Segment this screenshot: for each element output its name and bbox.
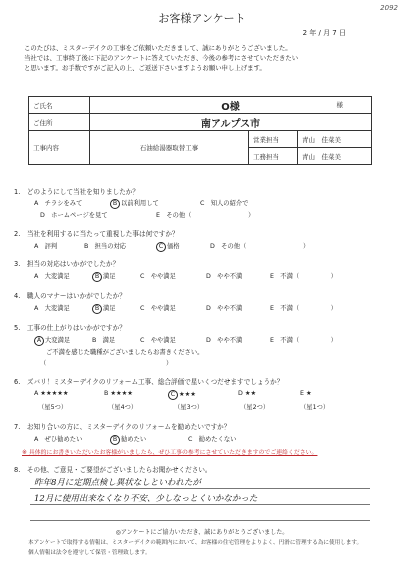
work-value: 石油給湯器取替工事 bbox=[90, 131, 249, 165]
q5-option-c[interactable]: C やや満足 bbox=[140, 337, 176, 344]
crew-label: 工務担当 bbox=[249, 148, 298, 165]
q6-option-a[interactable]: A ★★★★★ bbox=[34, 390, 69, 397]
q6-stars-d: （星2つ） bbox=[240, 404, 270, 411]
q7-option-c[interactable]: C 勧めたくない bbox=[188, 436, 237, 443]
q2-option-b[interactable]: B 担当の対応 bbox=[84, 243, 127, 250]
survey-date: 2 年 / 月 7 日 bbox=[302, 29, 346, 37]
name-suffix: 様 bbox=[336, 101, 343, 109]
address-value: 南アルプス市 bbox=[90, 114, 372, 131]
answer-line-1 bbox=[30, 488, 370, 489]
q3-option-a[interactable]: A 大変満足 bbox=[34, 273, 70, 280]
footer-thanks: ◎アンケートにご協力いただき、誠にありがとうございました。 bbox=[115, 529, 289, 536]
q6-option-c[interactable]: C ★★★ bbox=[168, 390, 196, 400]
crew-value: 青山 佳菜美 bbox=[298, 148, 372, 165]
q6-stars-e: （星1つ） bbox=[300, 404, 330, 411]
intro-line-2: 当社では、工事終了後に下記のアンケートに答えていただき、今後の参考にさせていただきたい bbox=[24, 54, 299, 62]
q4-text: 4. 職人のマナーはいかがでしたか？ bbox=[14, 292, 126, 300]
q7-notice: ※ 具体的にお書きいただいたお客様がいましたら、ぜひ工事の参考にさせていただきますのでご連絡ください。 bbox=[22, 450, 318, 456]
q1-option-a[interactable]: A チラシをみて bbox=[34, 200, 83, 207]
intro-line-3: と思います。お手数ですがご記入の上、ご返送下さいますようお願い申し上げます。 bbox=[24, 64, 266, 72]
sales-label: 営業担当 bbox=[249, 131, 298, 148]
q7-option-b[interactable]: B 勧めたい bbox=[110, 434, 146, 445]
page-title: お客様アンケート bbox=[158, 12, 246, 25]
handwritten-comment-2[interactable]: 12月に使用出来なくなり不安、少しなっとくいかなかった bbox=[34, 494, 258, 504]
q2-option-d[interactable]: D その他（ ） bbox=[210, 243, 310, 250]
q4-option-c[interactable]: C やや満足 bbox=[140, 305, 176, 312]
q5-option-b[interactable]: B 満足 bbox=[92, 337, 116, 344]
q7-text: 7. お知り合いの方に、ミスターデイクのリフォームを勧めたいですか？ bbox=[14, 423, 231, 431]
q1-text: 1. どのようにして当社を知りましたか？ bbox=[14, 188, 139, 196]
q4-option-a[interactable]: A 大変満足 bbox=[34, 305, 70, 312]
q6-stars-a: （星5つ） bbox=[38, 404, 68, 411]
q8-text: 8. その他、ご意見・ご要望がございましたらお聞かせください。 bbox=[14, 466, 212, 474]
footer-note-2: 個人情報は法令を遵守して保管・管理致します。 bbox=[28, 550, 151, 556]
q5-text: 5. 工事の仕上がりはいかがですか？ bbox=[14, 324, 126, 332]
q6-stars-c: （星3つ） bbox=[174, 404, 204, 411]
q3-option-b[interactable]: B 満足 bbox=[92, 271, 116, 282]
q7-option-a[interactable]: A ぜひ勧めたい bbox=[34, 436, 83, 443]
q1-option-b[interactable]: B 以前利用して bbox=[110, 198, 159, 209]
q3-text: 3. 担当の対応はいかがでしたか？ bbox=[14, 260, 120, 268]
scan-number: 2092 bbox=[380, 4, 398, 12]
q2-option-c[interactable]: C 価格 bbox=[156, 241, 180, 252]
name-value: O様 bbox=[221, 101, 240, 113]
address-label: ご住所 bbox=[29, 114, 90, 131]
q5-option-d[interactable]: D やや不満 bbox=[206, 337, 243, 344]
q6-stars-b: （星4つ） bbox=[108, 404, 138, 411]
customer-info-table bbox=[28, 96, 372, 165]
q1-option-e[interactable]: E その他（ ） bbox=[156, 212, 255, 219]
q3-option-e[interactable]: E 不満（ ） bbox=[270, 273, 337, 280]
q4-option-e[interactable]: E 不満（ ） bbox=[270, 305, 337, 312]
q6-text: 6. ズバリ！ミスターデイクのリフォーム工事、総合評価で星いくつだせますでしょうか？ bbox=[14, 378, 284, 386]
q5-note-field[interactable]: （ ） bbox=[40, 360, 173, 367]
q1-option-d[interactable]: D ホームページを見て bbox=[40, 212, 108, 219]
name-label: ご氏名 bbox=[29, 97, 90, 114]
q6-option-e[interactable]: E ★ bbox=[300, 390, 312, 397]
q3-option-c[interactable]: C やや満足 bbox=[140, 273, 176, 280]
handwritten-comment-1[interactable]: 昨年8月に定期点検し異状なしといわれたが bbox=[34, 478, 201, 488]
q2-text: 2. 当社を利用するに当たって重視した事は何ですか？ bbox=[14, 230, 179, 238]
name-cell bbox=[90, 97, 372, 114]
intro-line-1: このたびは、ミスターデイクの工事をご依頼いただきまして、誠にありがとうございました。 bbox=[24, 44, 292, 52]
answer-line-2 bbox=[30, 504, 370, 505]
q6-option-b[interactable]: B ★★★★ bbox=[104, 390, 133, 397]
q2-option-a[interactable]: A 評判 bbox=[34, 243, 58, 250]
q4-option-d[interactable]: D やや不満 bbox=[206, 305, 243, 312]
q4-option-b[interactable]: B 満足 bbox=[92, 303, 116, 314]
q5-option-e[interactable]: E 不満（ ） bbox=[270, 337, 337, 344]
q3-option-d[interactable]: D やや不満 bbox=[206, 273, 243, 280]
work-label: 工事内容 bbox=[29, 131, 90, 165]
sales-value: 青山 佳菜美 bbox=[298, 131, 372, 148]
q5-note: ご不満を感じた職種がございましたらお書きください。 bbox=[46, 349, 204, 356]
q1-option-c[interactable]: C 知人の紹介で bbox=[200, 200, 249, 207]
q6-option-d[interactable]: D ★★ bbox=[238, 390, 257, 397]
q5-option-a[interactable]: A 大変満足 bbox=[34, 335, 70, 346]
footer-note-1: 本アンケートで取得する情報は、ミスターデイクの範囲内において、お客様の住宅管理をよりよく、円滑に管理する為に使用します。 bbox=[28, 540, 363, 546]
answer-line-3 bbox=[30, 520, 370, 521]
